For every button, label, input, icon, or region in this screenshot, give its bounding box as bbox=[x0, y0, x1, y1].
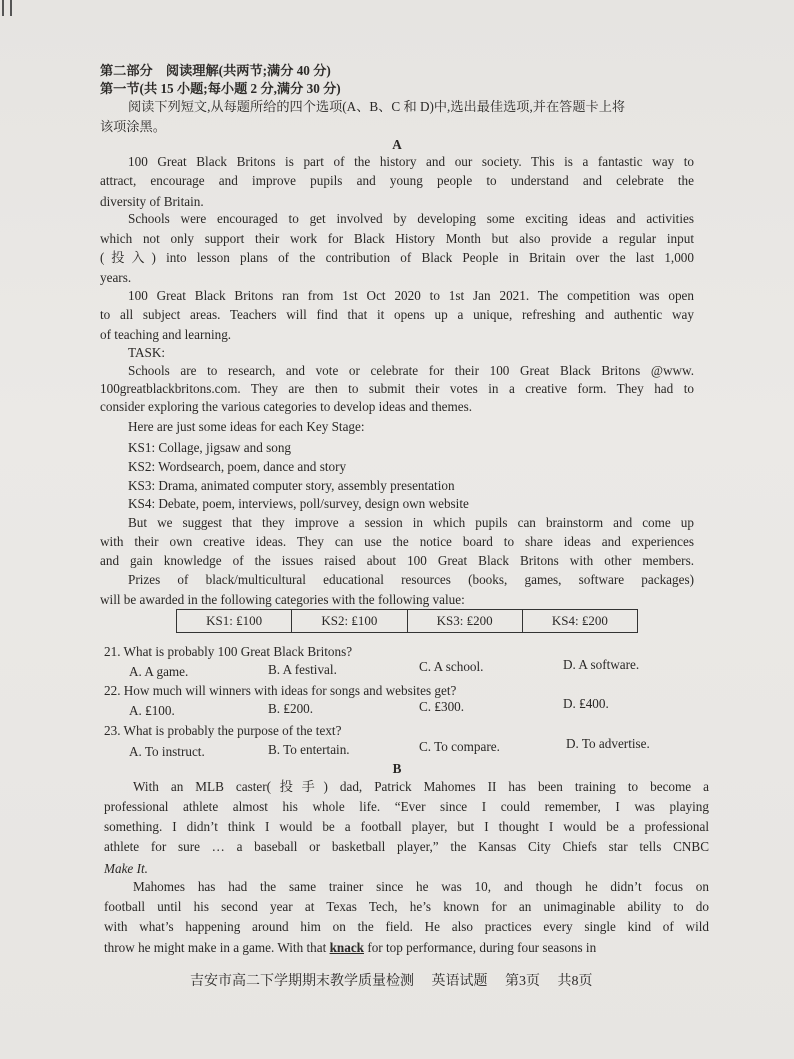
passage-b-line: Mahomes has had the same trainer since he was 10, and though he didn’t focus on bbox=[133, 879, 709, 894]
footer-page-total: 共8页 bbox=[557, 974, 593, 989]
ks-item: KS2: Wordsearch, poem, dance and story bbox=[128, 459, 347, 474]
option: C. A school. bbox=[419, 659, 484, 674]
option: A. ₤100. bbox=[129, 703, 175, 718]
passage-a-line: to all subject areas. Teachers will find that it opens up a unique, refreshing and authentic way bbox=[100, 307, 694, 322]
option: A. To instruct. bbox=[129, 744, 205, 759]
passage-a-line: and gain knowledge of the issues raised about 100 Great Black Britons with other members. bbox=[100, 553, 694, 568]
passage-a-line: 100 Great Black Britons ran from 1st Oct 2020 to 1st Jan 2021. The competition was open bbox=[128, 288, 694, 303]
passage-a-line: which not only support their work for Black History Month but also provide a regular input bbox=[100, 231, 694, 246]
passage-a-line: diversity of Britain. bbox=[100, 194, 204, 209]
option: D. ₤400. bbox=[563, 696, 609, 711]
option: C. ₤300. bbox=[419, 699, 465, 714]
ks-item: KS1: Collage, jigsaw and song bbox=[128, 440, 292, 455]
passage-a-line: attract, encourage and improve pupils and young people to understand and celebrate the bbox=[100, 173, 694, 188]
passage-b-line: athlete for sure … a baseball or basketball player,” the Kansas City Chiefs star tells CNBC bbox=[104, 839, 709, 854]
passage-a-line: will be awarded in the following categories with the following value: bbox=[100, 592, 465, 607]
passage-a-line: (投入) into lesson plans of the contribution of Black People in Britain over the last 1,000 bbox=[100, 250, 694, 265]
passage-a-line: Schools were encouraged to get involved by developing some exciting ideas and activities bbox=[128, 211, 694, 226]
passage-a-line: 100 Great Black Britons is part of the history and our society. This is a fantastic way to bbox=[128, 154, 694, 169]
prize-cell: KS2: ₤100 bbox=[292, 610, 407, 633]
question-stem: 21. What is probably 100 Great Black Britons? bbox=[104, 644, 353, 659]
passage-b-line bbox=[104, 860, 698, 878]
footer-subject: 英语试题 bbox=[431, 974, 488, 989]
page-footer bbox=[190, 970, 640, 990]
footer-exam-title: 吉安市高二下学期期末教学质量检测 bbox=[190, 974, 414, 989]
passage-a-line: with their own creative ideas. They can use the notice board to share ideas and experiences bbox=[100, 534, 694, 549]
ks-item: KS3: Drama, animated computer story, assembly presentation bbox=[128, 478, 455, 493]
prize-table bbox=[176, 609, 638, 633]
passage-b-line: football until his second year at Texas Tech, he’s known for an unimaginable ability to do bbox=[104, 899, 709, 914]
subsection-title: 第一节(共 15 小题;每小题 2 分,满分 30 分) bbox=[100, 81, 341, 96]
passage-a-label: A bbox=[392, 137, 402, 152]
passage-a-line: consider exploring the various categories to develop ideas and themes. bbox=[100, 399, 473, 414]
passage-a-line: years. bbox=[100, 270, 132, 285]
option: D. To advertise. bbox=[566, 736, 650, 751]
footer-page-number: 第3页 bbox=[505, 974, 540, 989]
option: A. A game. bbox=[129, 664, 189, 679]
task-heading: TASK: bbox=[128, 345, 166, 360]
prize-cell: KS1: ₤100 bbox=[177, 610, 292, 633]
option: C. To compare. bbox=[419, 739, 500, 754]
instructions-line-2: 该项涂黑。 bbox=[100, 119, 166, 134]
passage-b-line: With an MLB caster(投手) dad, Patrick Mahomes II has been training to become a bbox=[133, 779, 709, 794]
prize-cell: KS4: ₤200 bbox=[522, 610, 637, 633]
passage-b-line: something. I didn’t think I would be a football player, but I thought I would be a professional bbox=[104, 819, 709, 834]
corner-mark bbox=[0, 0, 18, 16]
option: D. A software. bbox=[563, 657, 640, 672]
passage-a-line: But we suggest that they improve a session in which pupils can brainstorm and come up bbox=[128, 515, 694, 530]
passage-a-line: Prizes of black/multicultural educational resources (books, games, software packages) bbox=[128, 572, 694, 587]
passage-b-line: with what’s happening around him on the field. He also practices every single kind of wild bbox=[104, 919, 709, 934]
instructions-line-1: 阅读下列短文,从每题所给的四个选项(A、B、C 和 D)中,选出最佳选项,并在答题卡上将 bbox=[128, 99, 626, 114]
passage-b-text: throw he might make in a game. With that bbox=[104, 940, 327, 955]
passage-b-line: professional athlete almost his whole life. “Ever since I could remember, I was playing bbox=[104, 799, 709, 814]
option: B. ₤200. bbox=[268, 701, 314, 716]
passage-b-label: B bbox=[392, 761, 402, 776]
passage-a-line: Here are just some ideas for each Key Stage: bbox=[128, 419, 365, 434]
vocab-word: knack bbox=[329, 940, 365, 955]
passage-b-text: for top performance, during four seasons in bbox=[367, 940, 597, 955]
option: B. To entertain. bbox=[268, 742, 350, 757]
section-title: 第二部分 阅读理解(共两节;满分 40 分) bbox=[100, 63, 331, 78]
passage-a-line: of teaching and learning. bbox=[100, 327, 232, 342]
question-stem: 22. How much will winners with ideas for songs and websites get? bbox=[104, 683, 457, 698]
passage-a-line: 100greatblackbritons.com. They are then to submit their votes in a creative form. They had to bbox=[100, 381, 694, 396]
prize-cell: KS3: ₤200 bbox=[407, 610, 522, 633]
source-name: Make It. bbox=[104, 861, 148, 876]
ks-item: KS4: Debate, poem, interviews, poll/survey, design own website bbox=[128, 496, 469, 511]
passage-a-line: Schools are to research, and vote or celebrate for their 100 Great Black Britons @www. bbox=[128, 363, 694, 378]
passage-b-line bbox=[104, 939, 709, 957]
option: B. A festival. bbox=[268, 662, 337, 677]
question-stem: 23. What is probably the purpose of the text? bbox=[104, 723, 342, 738]
